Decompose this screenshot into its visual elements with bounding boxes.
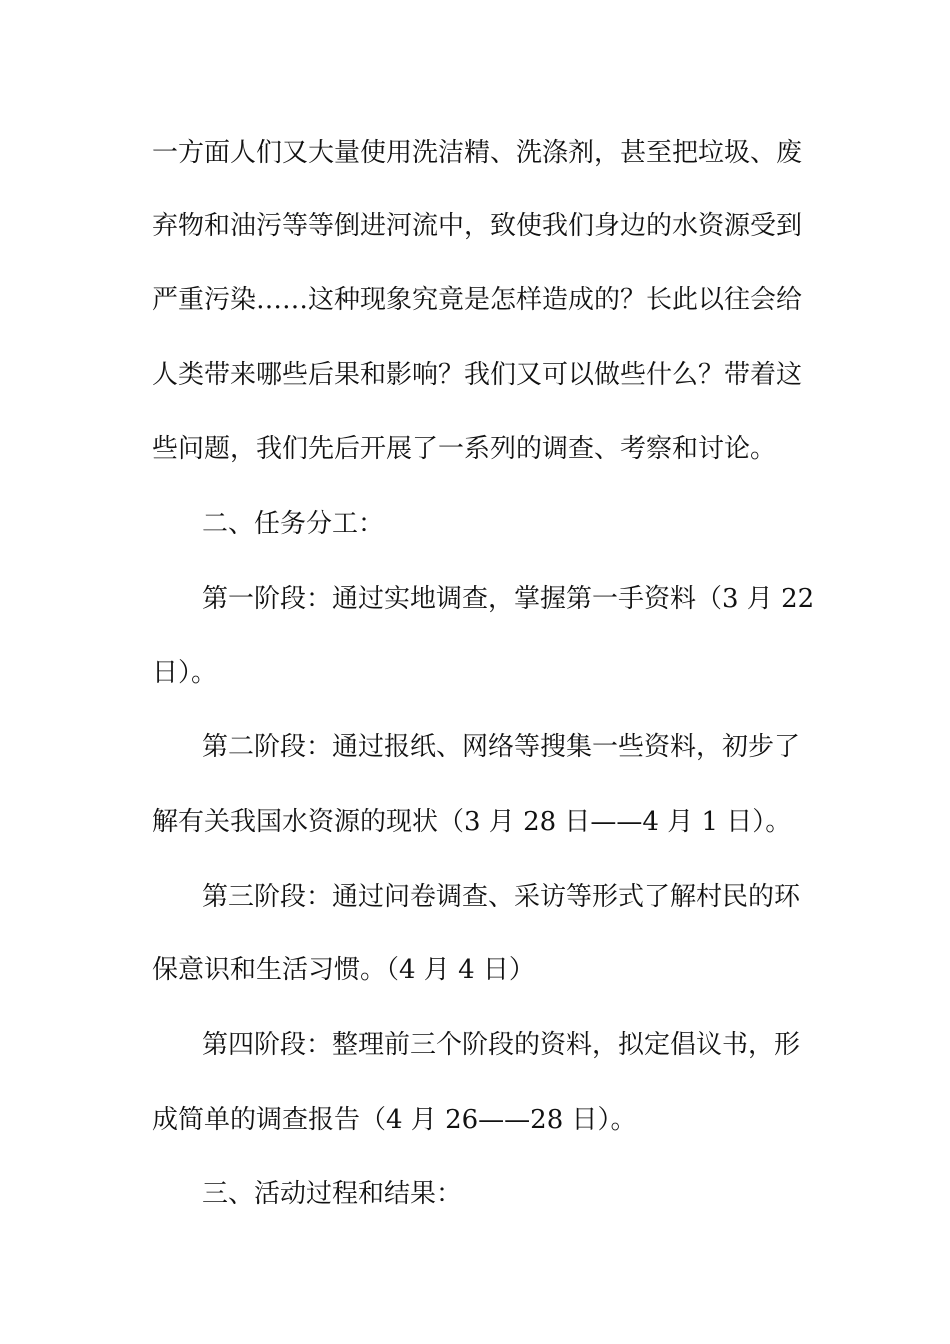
stage-4-line: 成简单的调查报告（4 月 26——28 日）。 bbox=[152, 1105, 637, 1135]
paragraph-line: 弃物和油污等等倒进河流中，致使我们身边的水资源受到 bbox=[152, 211, 803, 241]
section-heading-task-division: 二、任务分工： bbox=[202, 509, 385, 539]
stage-3-line: 保意识和生活习惯。（4 月 4 日） bbox=[152, 955, 535, 985]
paragraph-line: 严重污染……这种现象究竟是怎样造成的？长此以往会给 bbox=[152, 285, 803, 315]
section-heading-process-results: 三、活动过程和结果： bbox=[202, 1179, 463, 1209]
paragraph-line: 一方面人们又大量使用洗洁精、洗涤剂，甚至把垃圾、废 bbox=[152, 138, 803, 168]
paragraph-line: 人类带来哪些后果和影响？我们又可以做些什么？带着这 bbox=[152, 360, 803, 390]
stage-4-line: 第四阶段：整理前三个阶段的资料，拟定倡议书，形 bbox=[202, 1030, 801, 1060]
stage-2-line: 解有关我国水资源的现状（3 月 28 日——4 月 1 日）。 bbox=[152, 807, 792, 837]
stage-1-line: 日）。 bbox=[152, 658, 218, 688]
stage-3-line: 第三阶段：通过问卷调查、采访等形式了解村民的环 bbox=[202, 882, 801, 912]
paragraph-line: 些问题，我们先后开展了一系列的调查、考察和讨论。 bbox=[152, 434, 777, 464]
stage-1-line: 第一阶段：通过实地调查，掌握第一手资料（3 月 22 bbox=[202, 584, 815, 614]
stage-2-line: 第二阶段：通过报纸、网络等搜集一些资料，初步了 bbox=[202, 732, 801, 762]
